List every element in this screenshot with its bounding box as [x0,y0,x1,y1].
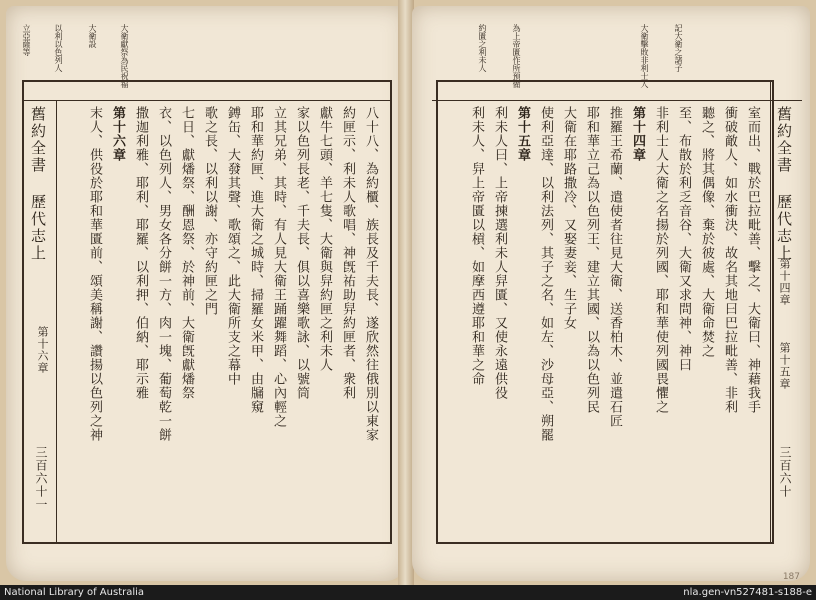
text-column: 推羅王希蘭、遣使者往見大衛、送香柏木、並遣石匠 [607,106,622,428]
text-column: 衝破敵人、如水衝決、故名其地曰巴拉毗善、非利 [722,106,737,414]
margin-note: 為上帝匱作所預備 [512,24,521,88]
text-column: 利未人、舁上帝匱以槓、如摩西遵耶和華之命 [469,106,484,386]
chapter-label: 第十四章 [778,258,791,306]
margin-note: 立亞薩等 [22,24,31,56]
running-title: 舊約全書 歷代志上 [29,106,47,262]
text-column: 立其兄弟、其時、有人見大衛王踊躍舞蹈、心內輕之 [271,106,286,428]
title-rule [56,100,57,542]
text-column: 歌之長、以利以謝、亦守約匣之門 [202,106,217,316]
text-column: 利未人曰、上帝揀選利未人舁匱、又使永遠供役 [492,106,507,400]
text-column: 耶和華約匣、進大衛之城時、掃羅女米甲、由牖窺 [248,106,263,414]
text-column: 聽之、將其偶像、棄於彼處、大衛命焚之 [699,106,714,358]
text-column: 至、布散於利乏音谷、大衛又求問神、神曰 [676,106,691,372]
text-column: 家以色列長老、千夫長、俱以喜樂歌詠、以號筒 [294,106,309,400]
footer-bar [0,585,816,600]
text-column: 獻牛七頭、羊七隻、大衛與舁約匣之利未人 [317,106,332,372]
chapter-label: 第十五章 [778,342,791,390]
pencil-mark: 187 [782,572,800,582]
text-column: 八十八、為約櫃、族長及千夫長、遂欣然往俄別以東家 [363,106,378,442]
text-column: 衣、以色列人、男女各分餅一方、肉一塊、葡萄乾一餅 [156,106,171,442]
margin-note: 記大衛之諸子 [674,24,683,72]
left-page [6,6,406,581]
header-rule [432,100,802,101]
text-column: 撒迦利雅、耶利、耶羅、以利押、伯納、耶示雅 [133,106,148,400]
text-column: 耶和華立己為以色列王、建立其國、以為以色列民 [584,106,599,414]
chapter-heading: 第十四章 [630,106,645,162]
title-rule [770,80,771,542]
text-column: 使利亞達、以利法列、其子之名、如左、沙母亞、朔罷 [538,106,553,442]
footer-identifier: nla.gen-vn527481-s188-e [683,587,812,598]
chapter-heading: 第十五章 [515,106,530,162]
text-column: 鎛缶、大發其聲、歌頌之、此大衛所支之幕中 [225,106,240,386]
header-rule [22,100,392,101]
margin-note: 大衛獻祭為民祝福 [120,24,129,88]
chapter-label: 第十六章 [36,326,49,374]
margin-note: 以利以色列人 [54,24,63,72]
right-page [412,6,810,581]
text-column: 室而出、戰於巴拉毗善、擊之、大衛曰、神藉我手 [745,106,760,414]
text-column: 非利士人大衛之名揚於列國、耶和華使列國畏懼之 [653,106,668,414]
text-column: 末人、供役於耶和華匱前、頌美稱謝、讚揚以色列之神 [87,106,102,442]
margin-note: 約匱之利未人 [478,24,487,72]
margin-note: 大衛設 [88,24,97,48]
footer-credit: National Library of Australia [4,587,145,598]
chapter-heading: 第十六章 [110,106,125,162]
margin-note: 大衛擊敗非利士人 [640,24,649,88]
running-title: 舊約全書 歷代志上 [775,106,793,262]
page-number: 三百六十一 [34,446,48,511]
text-column: 七日、獻燔祭、酬恩祭、於神前、大衛旣獻燔祭 [179,106,194,400]
text-column: 約匣示、利未人歌唱、神旣祐助舁約匣者、衆利 [340,106,355,400]
page-number: 三百六十 [778,446,792,498]
text-column: 大衛在耶路撒冷、又娶妻妾、生子女 [561,106,576,330]
